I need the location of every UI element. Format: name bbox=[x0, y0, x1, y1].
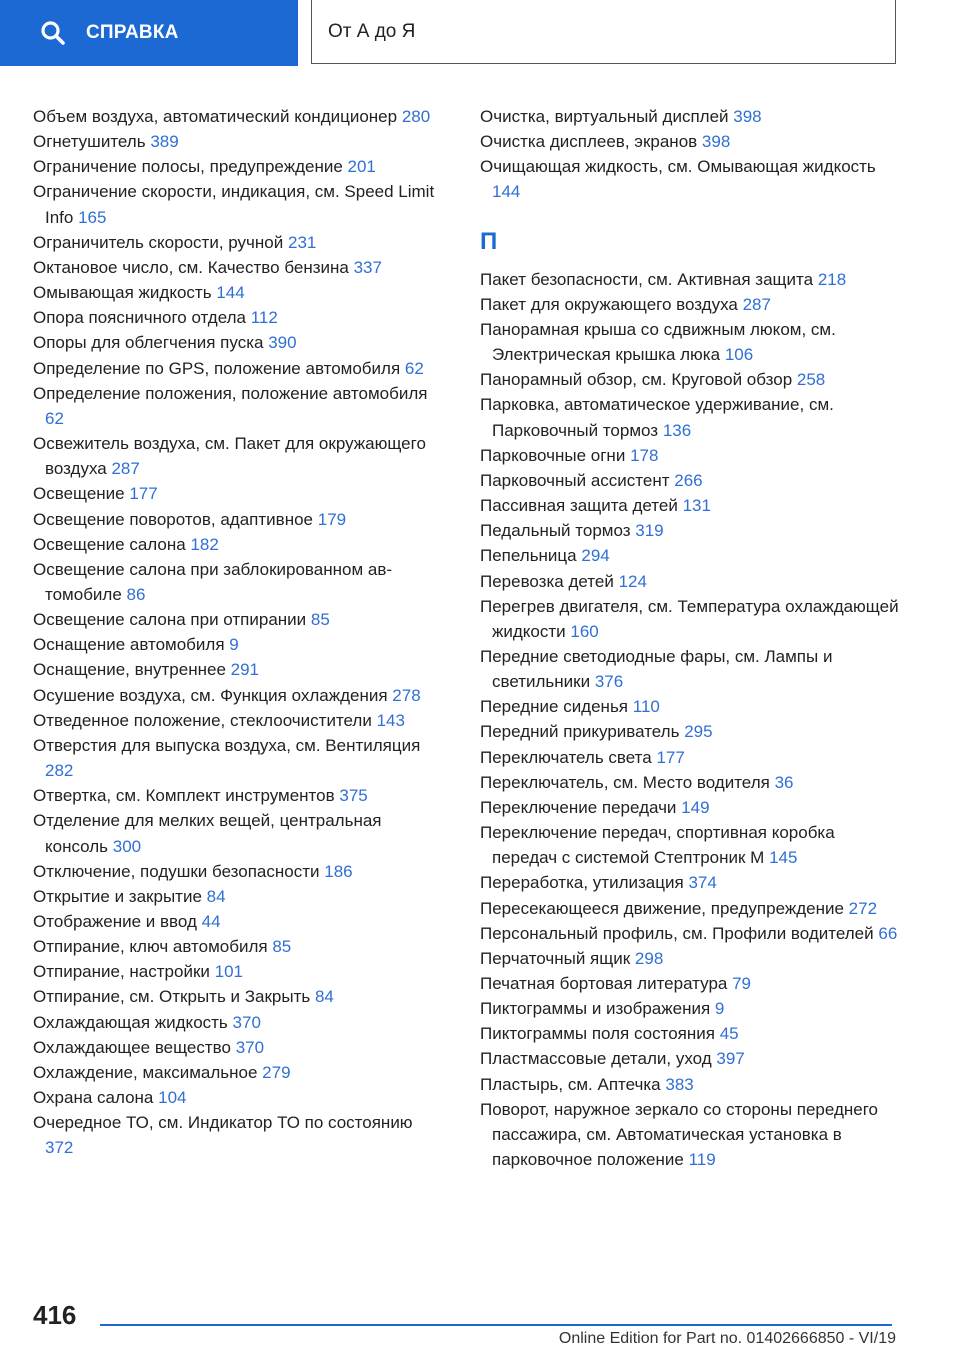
index-entry-term: Персональный профиль, см. Профили водителей bbox=[480, 923, 874, 943]
index-entry-term: Ограничение полосы, предупреждение bbox=[33, 157, 343, 177]
index-entry bbox=[480, 367, 900, 392]
index-entry-term: Огнетушитель bbox=[33, 132, 146, 152]
index-entry bbox=[33, 280, 443, 305]
index-entry bbox=[33, 733, 443, 783]
index-entry bbox=[33, 154, 443, 179]
index-entry bbox=[33, 1035, 443, 1060]
index-entry-term: Переработка, утилизация bbox=[480, 873, 684, 893]
index-entry bbox=[480, 267, 900, 292]
index-entry bbox=[33, 381, 443, 431]
index-entry bbox=[480, 493, 900, 518]
index-entry-term: Очищающая жидкость, см. Омывающая жидкость bbox=[480, 157, 876, 177]
index-entry-term: Поворот, наружное зеркало со стороны переднего пассажира, см. Автоматическая установка в парковочное положение bbox=[480, 1099, 879, 1170]
index-entry-page-link[interactable]: 279 bbox=[262, 1062, 291, 1082]
index-entry-term: Пиктограммы поля состояния bbox=[480, 1024, 715, 1044]
index-entry-term: Пересекающееся движение, предупреждение bbox=[480, 898, 844, 918]
index-entry-page-link[interactable]: 319 bbox=[635, 521, 664, 541]
index-entry-page-link[interactable]: 282 bbox=[45, 761, 74, 781]
index-entry-page-link[interactable]: 84 bbox=[314, 987, 334, 1007]
index-entry bbox=[480, 921, 900, 946]
index-entry bbox=[33, 959, 443, 984]
footer-divider bbox=[100, 1324, 892, 1326]
index-entry-term: Оснащение, внутреннее bbox=[33, 660, 226, 680]
index-entry bbox=[33, 984, 443, 1009]
index-entry-term: Ограничение скорости, индикация, см. Speed Limit Info bbox=[33, 182, 435, 227]
index-column-right bbox=[480, 104, 900, 1172]
index-entry bbox=[480, 1097, 900, 1172]
index-entry-page-link[interactable]: 376 bbox=[594, 672, 624, 692]
index-entry-term: Очередное ТО, см. Индикатор ТО по состоянию bbox=[33, 1113, 413, 1133]
index-entry-page-link[interactable]: 266 bbox=[674, 470, 703, 490]
index-entry-page-link[interactable]: 398 bbox=[733, 107, 762, 126]
index-entry-page-link[interactable]: 201 bbox=[347, 157, 376, 177]
index-group-p bbox=[480, 267, 900, 1173]
index-entry bbox=[480, 996, 900, 1021]
index-entry-term: Отвертка, см. Комплект инструментов bbox=[33, 786, 335, 806]
index-entry-term: Печатная бортовая литература bbox=[480, 974, 728, 993]
index-entry-term: Отпирание, ключ автомобиля bbox=[33, 937, 268, 957]
index-entry-term: Парковка, автоматическое удерживание, см. Парковочный тормоз bbox=[480, 395, 834, 440]
index-entry bbox=[480, 1072, 900, 1097]
index-entry-page-link[interactable]: 144 bbox=[216, 283, 245, 303]
index-entry-page-link[interactable]: 145 bbox=[769, 848, 798, 868]
index-entry-page-link[interactable]: 295 bbox=[684, 722, 713, 742]
index-entry-term: Открытие и закрытие bbox=[33, 886, 202, 906]
index-entry bbox=[480, 694, 900, 719]
index-entry-page-link[interactable]: 85 bbox=[272, 937, 292, 957]
index-entry-page-link[interactable]: 287 bbox=[111, 459, 140, 479]
index-entry bbox=[33, 632, 443, 657]
a-to-z-tab-label: От А до Я bbox=[328, 20, 416, 42]
index-entry-term: Охрана салона bbox=[33, 1088, 154, 1108]
index-entry-page-link[interactable]: 186 bbox=[324, 861, 353, 881]
index-entry-page-link[interactable]: 294 bbox=[581, 546, 610, 566]
index-entry-term: Отображение и ввод bbox=[33, 912, 197, 931]
index-entry-term: Парковочные огни bbox=[480, 445, 626, 465]
index-entry-page-link[interactable]: 383 bbox=[665, 1074, 694, 1094]
index-entry-page-link[interactable]: 36 bbox=[774, 772, 794, 792]
index-entry-page-link[interactable]: 84 bbox=[206, 886, 226, 906]
index-entry-term: Пиктограммы и изображения bbox=[480, 999, 711, 1019]
index-entry-page-link[interactable]: 66 bbox=[878, 923, 898, 943]
index-entry bbox=[480, 154, 900, 204]
index-entry bbox=[480, 292, 900, 317]
index-entry bbox=[480, 129, 900, 154]
index-entry bbox=[33, 255, 443, 280]
index-entry bbox=[480, 870, 900, 895]
index-entry bbox=[480, 443, 900, 468]
index-entry-page-link[interactable]: 372 bbox=[45, 1138, 74, 1158]
index-entry bbox=[480, 971, 900, 996]
index-entry-term: Переключатель, см. Место водителя bbox=[480, 772, 770, 792]
index-entry-page-link[interactable]: 218 bbox=[817, 269, 847, 289]
index-entry-term: Парковочный ассистент bbox=[480, 470, 670, 490]
index-entry-page-link[interactable]: 390 bbox=[268, 333, 297, 353]
index-entry-page-link[interactable]: 179 bbox=[317, 509, 347, 529]
index-entry-term: Оснащение автомобиля bbox=[33, 635, 225, 655]
index-entry bbox=[33, 808, 443, 858]
index-entry-page-link[interactable]: 101 bbox=[214, 962, 243, 982]
index-entry-page-link[interactable]: 370 bbox=[235, 1037, 265, 1057]
index-entry-page-link[interactable]: 9 bbox=[714, 999, 725, 1019]
index-entry bbox=[33, 532, 443, 557]
index-entry-term: Омывающая жидкость bbox=[33, 283, 212, 303]
index-entry-term: Октановое число, см. Качество бензина bbox=[33, 257, 349, 277]
index-entry bbox=[33, 783, 443, 808]
index-entry-page-link[interactable]: 370 bbox=[232, 1012, 261, 1032]
index-entry bbox=[33, 431, 443, 481]
index-entry-page-link[interactable]: 44 bbox=[201, 912, 221, 931]
index-entry-page-link[interactable]: 104 bbox=[158, 1088, 187, 1108]
index-entry-term: Передние сиденья bbox=[480, 697, 629, 717]
index-entry-page-link[interactable]: 9 bbox=[229, 635, 239, 655]
index-entry bbox=[480, 946, 900, 971]
index-entry-term: Переключатель света bbox=[480, 747, 652, 767]
index-entry-term: Перегрев двигателя, см. Температура охлаждающей жидкости bbox=[480, 596, 899, 641]
index-entry-term: Педальный тормоз bbox=[480, 521, 631, 541]
index-entry-term: Освещение поворотов, адаптивное bbox=[33, 509, 313, 529]
index-entry bbox=[33, 1060, 443, 1085]
index-entry-page-link[interactable]: 231 bbox=[287, 232, 317, 252]
index-entry-page-link[interactable]: 298 bbox=[634, 948, 664, 968]
index-entry bbox=[480, 104, 900, 129]
index-entry bbox=[33, 657, 443, 682]
index-entry bbox=[480, 820, 900, 870]
index-entry-term: Освещение салона при отпирании bbox=[33, 610, 307, 630]
index-entry-term: Определение положения, положение автомобиля bbox=[33, 383, 428, 403]
index-entry-page-link[interactable]: 178 bbox=[630, 445, 659, 465]
index-entry-page-link[interactable]: 182 bbox=[190, 534, 219, 554]
index-entry bbox=[33, 607, 443, 632]
index-entry-page-link[interactable]: 86 bbox=[126, 584, 146, 604]
index-entry-page-link[interactable]: 287 bbox=[742, 294, 771, 314]
index-entry bbox=[33, 934, 443, 959]
index-entry-page-link[interactable]: 389 bbox=[150, 132, 179, 152]
index-entry-term: Пепельница bbox=[480, 546, 577, 566]
index-entry bbox=[33, 859, 443, 884]
index-entry-term: Очистка дисплеев, экранов bbox=[480, 132, 698, 152]
index-entry-term: Отведенное положение, стеклоочистители bbox=[33, 710, 372, 730]
search-icon bbox=[40, 20, 66, 46]
index-entry bbox=[33, 557, 443, 607]
index-entry-term: Освещение bbox=[33, 484, 125, 504]
index-entry bbox=[480, 644, 900, 694]
index-entry-term: Передние светодиодные фары, см. Лампы и светильники bbox=[480, 646, 833, 692]
index-entry bbox=[33, 1085, 443, 1110]
index-entry-page-link[interactable]: 62 bbox=[45, 408, 64, 428]
index-entry-page-link[interactable]: 62 bbox=[404, 358, 424, 378]
index-entry-term: Пластырь, см. Аптечка bbox=[480, 1074, 661, 1094]
index-entry-term: Ограничитель скорости, ручной bbox=[33, 232, 284, 252]
index-entry-page-link[interactable]: 119 bbox=[688, 1150, 716, 1170]
index-entry-page-link[interactable]: 337 bbox=[353, 257, 382, 277]
index-entry bbox=[480, 795, 900, 820]
index-entry-page-link[interactable]: 106 bbox=[724, 345, 754, 365]
index-entry-term: Переключение передач, спортивная коробка передач с системой Стептроник М bbox=[480, 823, 835, 868]
index-entry bbox=[480, 745, 900, 770]
index-entry bbox=[480, 1046, 900, 1071]
index-entry bbox=[480, 317, 900, 367]
index-entry bbox=[33, 1110, 443, 1160]
index-entry-page-link[interactable]: 300 bbox=[112, 836, 142, 856]
index-entry bbox=[480, 719, 900, 744]
index-entry bbox=[33, 356, 443, 381]
index-entry bbox=[33, 129, 443, 154]
index-entry-page-link[interactable]: 149 bbox=[681, 797, 710, 817]
index-entry-page-link[interactable]: 110 bbox=[632, 697, 660, 717]
index-entry bbox=[33, 1010, 443, 1035]
index-entry-term: Очистка, виртуальный дисплей bbox=[480, 107, 729, 126]
footer-edition-text: Online Edition for Part no. 01402666850 - VI/19 bbox=[558, 1330, 896, 1347]
index-entry-term: Охлаждающая жидкость bbox=[33, 1012, 228, 1032]
index-entry-term: Отпирание, см. Открыть и Закрыть bbox=[33, 987, 311, 1007]
index-entry bbox=[480, 518, 900, 543]
index-entry-term: Опора поясничного отдела bbox=[33, 308, 246, 328]
index-entry-term: Охлаждение, максимальное bbox=[33, 1062, 258, 1082]
index-column-left bbox=[33, 104, 443, 1161]
index-entry-page-link[interactable]: 374 bbox=[688, 873, 717, 893]
index-entry-page-link[interactable]: 144 bbox=[492, 182, 521, 202]
index-entry bbox=[480, 543, 900, 568]
index-entry bbox=[480, 392, 900, 442]
index-entry-term: Пластмассовые детали, уход bbox=[480, 1049, 712, 1069]
index-entry-page-link[interactable]: 160 bbox=[570, 621, 599, 641]
index-entry-page-link[interactable]: 124 bbox=[618, 571, 647, 591]
index-entry-term: Опоры для облегчения пуска bbox=[33, 333, 264, 353]
index-entry-term: Перчаточный ящик bbox=[480, 948, 631, 968]
index-entry bbox=[33, 481, 443, 506]
index-entry-term: Перевозка детей bbox=[480, 571, 614, 591]
page-number: 416 bbox=[33, 1300, 77, 1330]
index-entry bbox=[480, 569, 900, 594]
index-entry-page-link[interactable]: 258 bbox=[796, 370, 826, 390]
index-entry-term: Осушение воздуха, см. Функция охлаждения bbox=[33, 685, 388, 705]
index-entry-term: Освещение салона bbox=[33, 534, 186, 554]
index-entry-page-link[interactable]: 131 bbox=[682, 496, 711, 516]
index-entry bbox=[33, 104, 443, 129]
a-to-z-tab[interactable] bbox=[311, 0, 896, 64]
index-entry-page-link[interactable]: 397 bbox=[716, 1049, 745, 1069]
index-group-o-continued bbox=[480, 104, 900, 205]
index-entry bbox=[480, 770, 900, 795]
index-entry-page-link[interactable]: 280 bbox=[401, 107, 431, 126]
index-entry-term: Отделение для мелких вещей, центральная консоль bbox=[33, 811, 382, 856]
index-entry bbox=[33, 179, 443, 229]
index-entry bbox=[33, 305, 443, 330]
index-entry-page-link[interactable]: 398 bbox=[701, 132, 731, 152]
index-entry bbox=[33, 884, 443, 909]
index-entry-term: Отверстия для выпуска воздуха, см. Вентиляция bbox=[33, 735, 421, 755]
tab-bar bbox=[0, 0, 960, 66]
index-entry-page-link[interactable]: 143 bbox=[376, 710, 405, 730]
index-entry bbox=[33, 909, 443, 934]
index-entry-page-link[interactable]: 136 bbox=[662, 420, 692, 440]
index-entry-page-link[interactable]: 177 bbox=[129, 484, 158, 504]
index-entry-page-link[interactable]: 177 bbox=[656, 747, 685, 767]
index-entry-term: Освещение салона при заблокированном автомобиле bbox=[33, 559, 393, 604]
index-entry bbox=[480, 896, 900, 921]
index-entry-term: Объем воздуха, автоматический кондиционер bbox=[33, 107, 398, 126]
index-entry-page-link[interactable]: 291 bbox=[230, 660, 260, 680]
index-entry-term: Переключение передачи bbox=[480, 797, 677, 817]
index-entry-term: Передний прикуриватель bbox=[480, 722, 680, 742]
index-entry-term: Пакет безопасности, см. Активная защита bbox=[480, 269, 814, 289]
help-tab[interactable] bbox=[0, 0, 298, 66]
index-entry-term: Пакет для окружающего воздуха bbox=[480, 294, 738, 314]
index-entry-page-link[interactable]: 112 bbox=[250, 308, 278, 328]
index-entry-page-link[interactable]: 165 bbox=[78, 207, 107, 227]
index-entry bbox=[480, 594, 900, 644]
index-entry bbox=[33, 507, 443, 532]
index-entry-page-link[interactable]: 272 bbox=[848, 898, 878, 918]
index-entry-term: Панорамная крыша со сдвижным люком, см. Электрическая крышка люка bbox=[480, 319, 836, 365]
index-entry-term: Охлаждающее вещество bbox=[33, 1037, 231, 1057]
section-letter: П bbox=[480, 227, 498, 255]
index-entry bbox=[33, 708, 443, 733]
index-entry bbox=[33, 683, 443, 708]
index-entry-page-link[interactable]: 375 bbox=[339, 786, 368, 806]
index-entry-term: Отпирание, настройки bbox=[33, 962, 210, 982]
index-entry-term: Освежитель воздуха, см. Пакет для окружающего воздуха bbox=[33, 434, 426, 479]
index-entry-term: Отключение, подушки безопасности bbox=[33, 861, 320, 881]
index-entry bbox=[480, 468, 900, 493]
index-entry bbox=[33, 230, 443, 255]
index-entry bbox=[33, 330, 443, 355]
index-entry-page-link[interactable]: 45 bbox=[719, 1024, 739, 1044]
index-entry-page-link[interactable]: 278 bbox=[392, 685, 421, 705]
index-entry-page-link[interactable]: 79 bbox=[732, 974, 752, 993]
index-entry-term: Пассивная защита детей bbox=[480, 496, 678, 516]
index-entry-page-link[interactable]: 85 bbox=[310, 610, 330, 630]
help-tab-label: СПРАВКА bbox=[86, 22, 179, 43]
index-entry-term: Определение по GPS, положение автомобиля bbox=[33, 358, 401, 378]
index-entry bbox=[480, 1021, 900, 1046]
index-entry-term: Панорамный обзор, см. Круговой обзор bbox=[480, 370, 793, 390]
